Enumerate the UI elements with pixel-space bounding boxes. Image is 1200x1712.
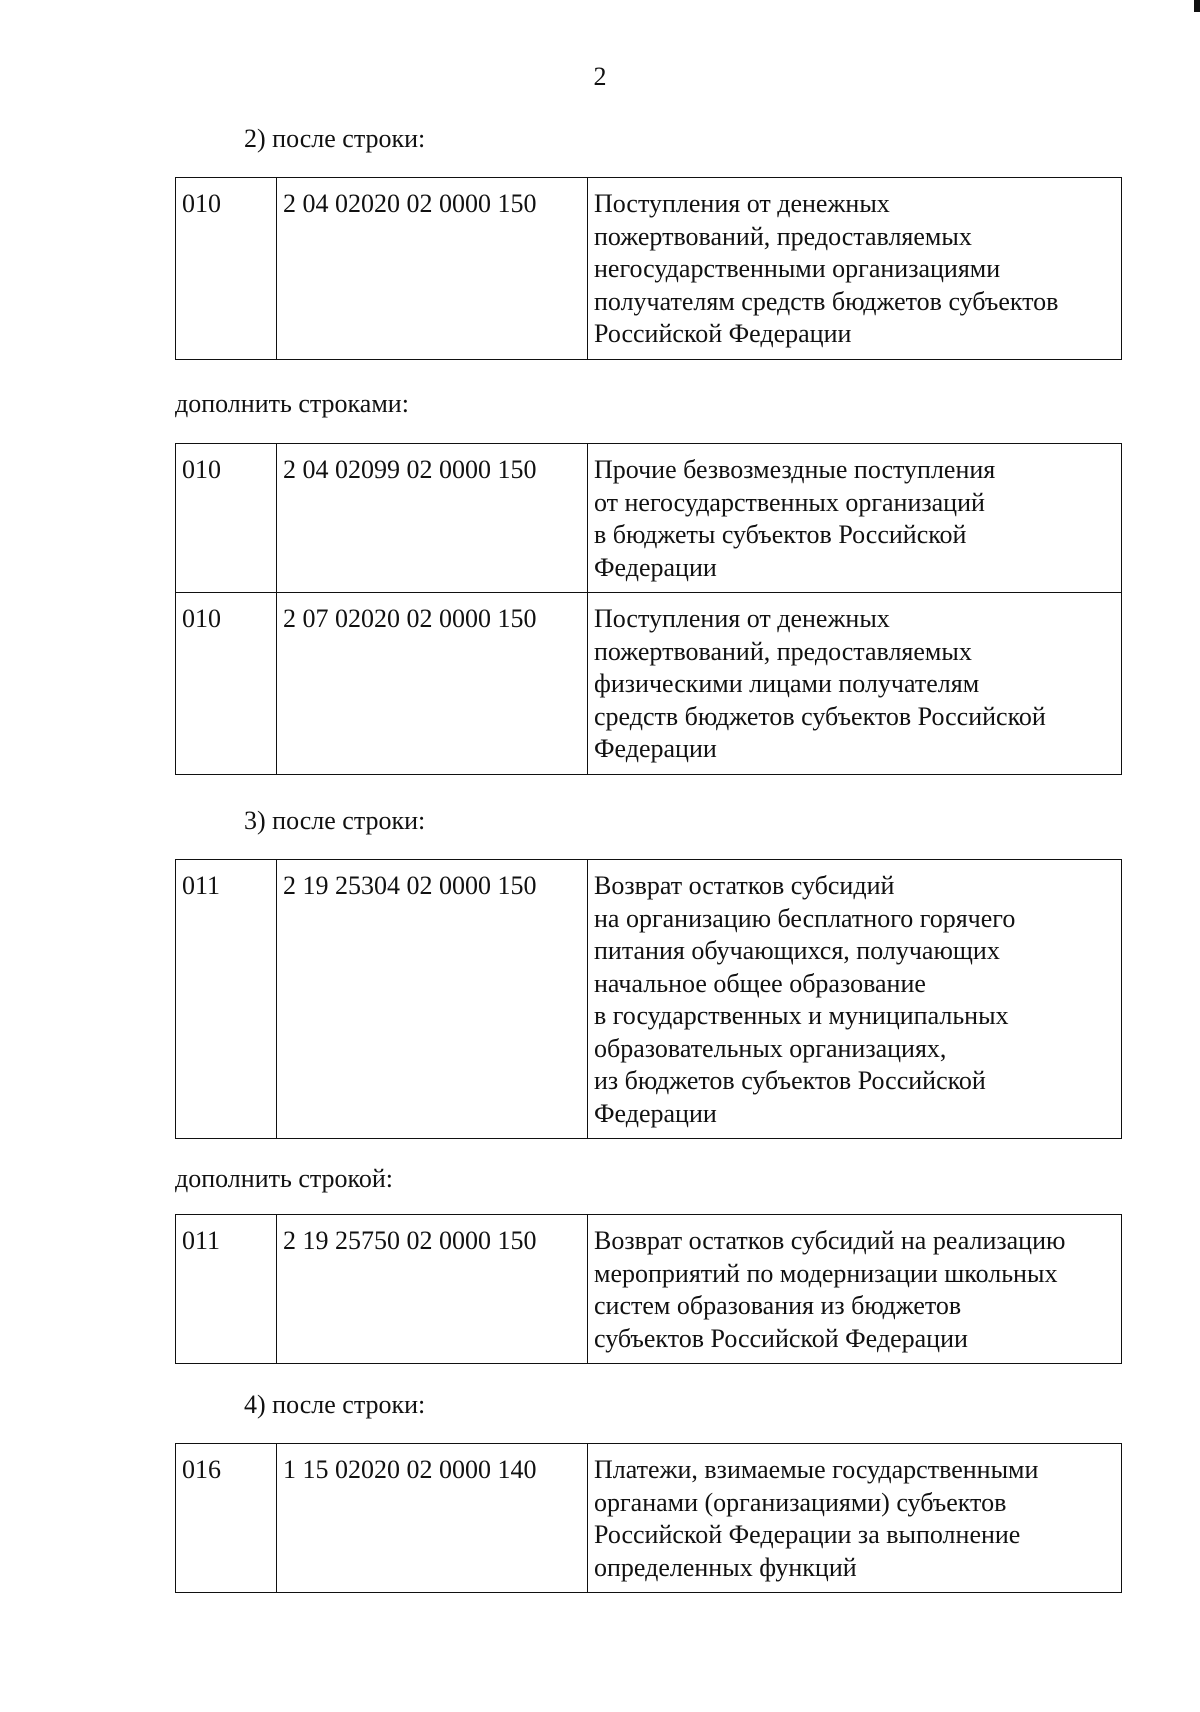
description-line: средств бюджетов субъектов Российской [594,701,1046,731]
description-line: пожертвований, предоставляемых [594,636,972,666]
table-row [176,860,1122,1139]
description-cell [588,860,1122,1139]
description-line: систем образования из бюджетов [594,1291,962,1320]
budget-code-cell: 2 07 02020 02 0000 150 [277,593,588,775]
description-line: Возврат остатков субсидий на реализацию [594,1226,1066,1255]
description-line: Федерации [594,1098,717,1128]
description-cell [588,444,1122,593]
budget-code-cell: 2 04 02099 02 0000 150 [277,444,588,593]
description-line: определенных функций [594,1552,857,1582]
description-line: от негосударственных организаций [594,487,985,517]
table-row [176,593,1122,775]
description-line: Возврат остатков субсидий [594,871,895,900]
description-line: субъектов Российской Федерации [594,1323,968,1353]
admin-code-cell: 011 [176,1215,277,1364]
description-line: органами (организациями) субъектов [594,1487,1007,1517]
description-line: физическими лицами получателям [594,669,980,698]
table-row [176,178,1122,360]
admin-code-cell: 011 [176,860,277,1139]
description-line: из бюджетов субъектов Российской [594,1066,986,1095]
description-line: Поступления от денежных [594,604,890,633]
description-line: питания обучающихся, получающих [594,936,1000,965]
budget-code-cell: 1 15 02020 02 0000 140 [277,1444,588,1593]
table-row [176,444,1122,593]
description-line: Российской Федерации [594,319,852,348]
description-line: в государственных и муниципальных [594,1001,1009,1030]
scan-edge-mark [1194,0,1200,12]
description-line: Российской Федерации за выполнение [594,1520,1021,1549]
description-cell [588,1215,1122,1364]
description-line: начальное общее образование [594,968,926,998]
admin-code-cell: 010 [176,444,277,593]
code-table [175,443,1122,775]
description-line: Платежи, взимаемые государственными [594,1455,1039,1484]
budget-code-cell: 2 19 25304 02 0000 150 [277,860,588,1139]
section-intro-add-line: дополнить строкой: [175,1164,393,1193]
description-cell [588,593,1122,775]
code-table [175,1214,1122,1364]
budget-code-cell: 2 19 25750 02 0000 150 [277,1215,588,1364]
description-cell [588,1444,1122,1593]
admin-code-cell: 010 [176,593,277,775]
description-line: Федерации [594,734,717,763]
budget-code-cell: 2 04 02020 02 0000 150 [277,178,588,360]
description-line: негосударственными организациями [594,254,1001,283]
description-line: Прочие безвозмездные поступления [594,455,996,484]
description-line: Федерации [594,552,717,582]
code-table [175,177,1122,360]
description-line: образовательных организациях, [594,1033,947,1063]
admin-code-cell: 016 [176,1444,277,1593]
code-table [175,859,1122,1139]
description-line: в бюджеты субъектов Российской [594,520,967,549]
section-intro-after-line: 2) после строки: [244,124,426,153]
admin-code-cell: 010 [176,178,277,360]
table-row [176,1215,1122,1364]
description-line: на организацию бесплатного горячего [594,903,1016,933]
section-intro-after-line: 4) после строки: [244,1390,426,1419]
description-line: мероприятий по модернизации школьных [594,1258,1058,1288]
page-number: 2 [593,62,607,91]
description-cell [588,178,1122,360]
description-line: пожертвований, предоставляемых [594,221,972,251]
description-line: получателям средств бюджетов субъектов [594,286,1059,316]
table-row [176,1444,1122,1593]
description-line: Поступления от денежных [594,189,890,218]
section-intro-add-lines: дополнить строками: [175,389,409,418]
section-intro-after-line: 3) после строки: [244,806,426,835]
code-table [175,1443,1122,1593]
